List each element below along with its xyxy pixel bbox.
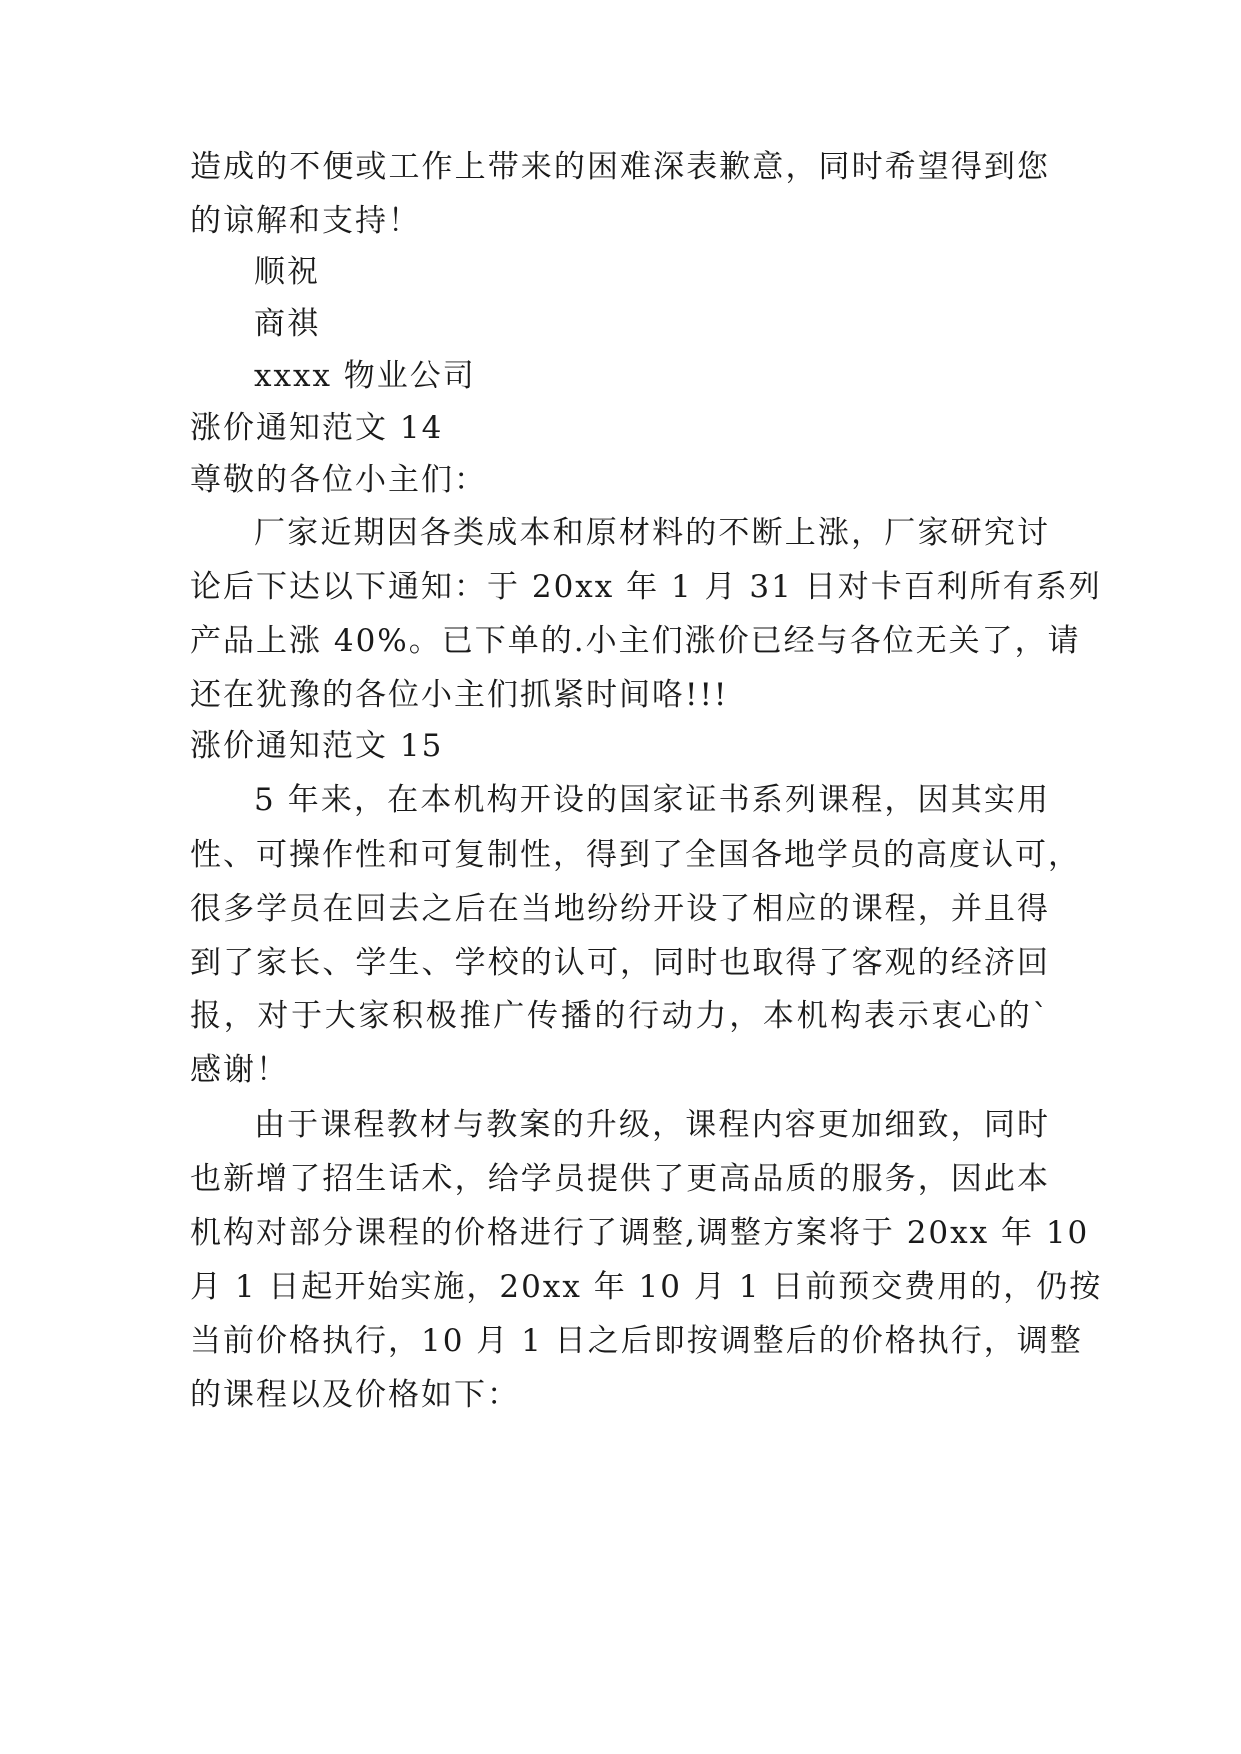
body-text-line: 5 年来，在本机构开设的国家证书系列课程，因其实用 [254, 782, 1050, 818]
body-text-line: 造成的不便或工作上带来的困难深表歉意，同时希望得到您 [190, 149, 1050, 185]
body-text-line: 论后下达以下通知：于 20xx 年 1 月 31 日对卡百利所有系列 [190, 569, 1102, 605]
body-text-line: 由于课程教材与教案的升级，课程内容更加细致，同时 [254, 1107, 1050, 1143]
body-text-line: 也新增了招生话术，给学员提供了更高品质的服务，因此本 [190, 1161, 1050, 1197]
body-text-line: 到了家长、学生、学校的认可，同时也取得了客观的经济回 [190, 945, 1050, 981]
closing-wish: 商祺 [254, 306, 320, 342]
body-text-line: 的课程以及价格如下： [190, 1377, 520, 1413]
body-text-line: 的谅解和支持！ [190, 203, 421, 239]
body-text-line: 性、可操作性和可复制性，得到了全国各地学员的高度认可， [190, 837, 1081, 873]
section-heading: 涨价通知范文 14 [190, 410, 444, 446]
section-heading: 涨价通知范文 15 [190, 728, 444, 764]
signature-company: xxxx 物业公司 [254, 358, 476, 394]
body-text-line: 机构对部分课程的价格进行了调整,调整方案将于 20xx 年 10 [190, 1215, 1090, 1251]
body-text-line: 产品上涨 40%。已下单的.小主们涨价已经与各位无关了，请 [190, 623, 1081, 659]
body-text-line: 感谢！ [190, 1052, 289, 1088]
salutation: 尊敬的各位小主们： [190, 462, 487, 498]
body-text-line: 当前价格执行，10 月 1 日之后即按调整后的价格执行，调整 [190, 1323, 1083, 1359]
body-text-line: 还在犹豫的各位小主们抓紧时间咯!!! [190, 677, 729, 713]
body-text-line: 月 1 日起开始实施，20xx 年 10 月 1 日前预交费用的，仍按 [190, 1269, 1103, 1305]
body-text-line: 报，对于大家积极推广传播的行动力，本机构表示衷心的` [190, 998, 1050, 1034]
body-text-line: 很多学员在回去之后在当地纷纷开设了相应的课程，并且得 [190, 891, 1050, 927]
body-text-line: 厂家近期因各类成本和原材料的不断上涨，厂家研究讨 [254, 515, 1050, 551]
closing-greeting: 顺祝 [254, 254, 320, 290]
